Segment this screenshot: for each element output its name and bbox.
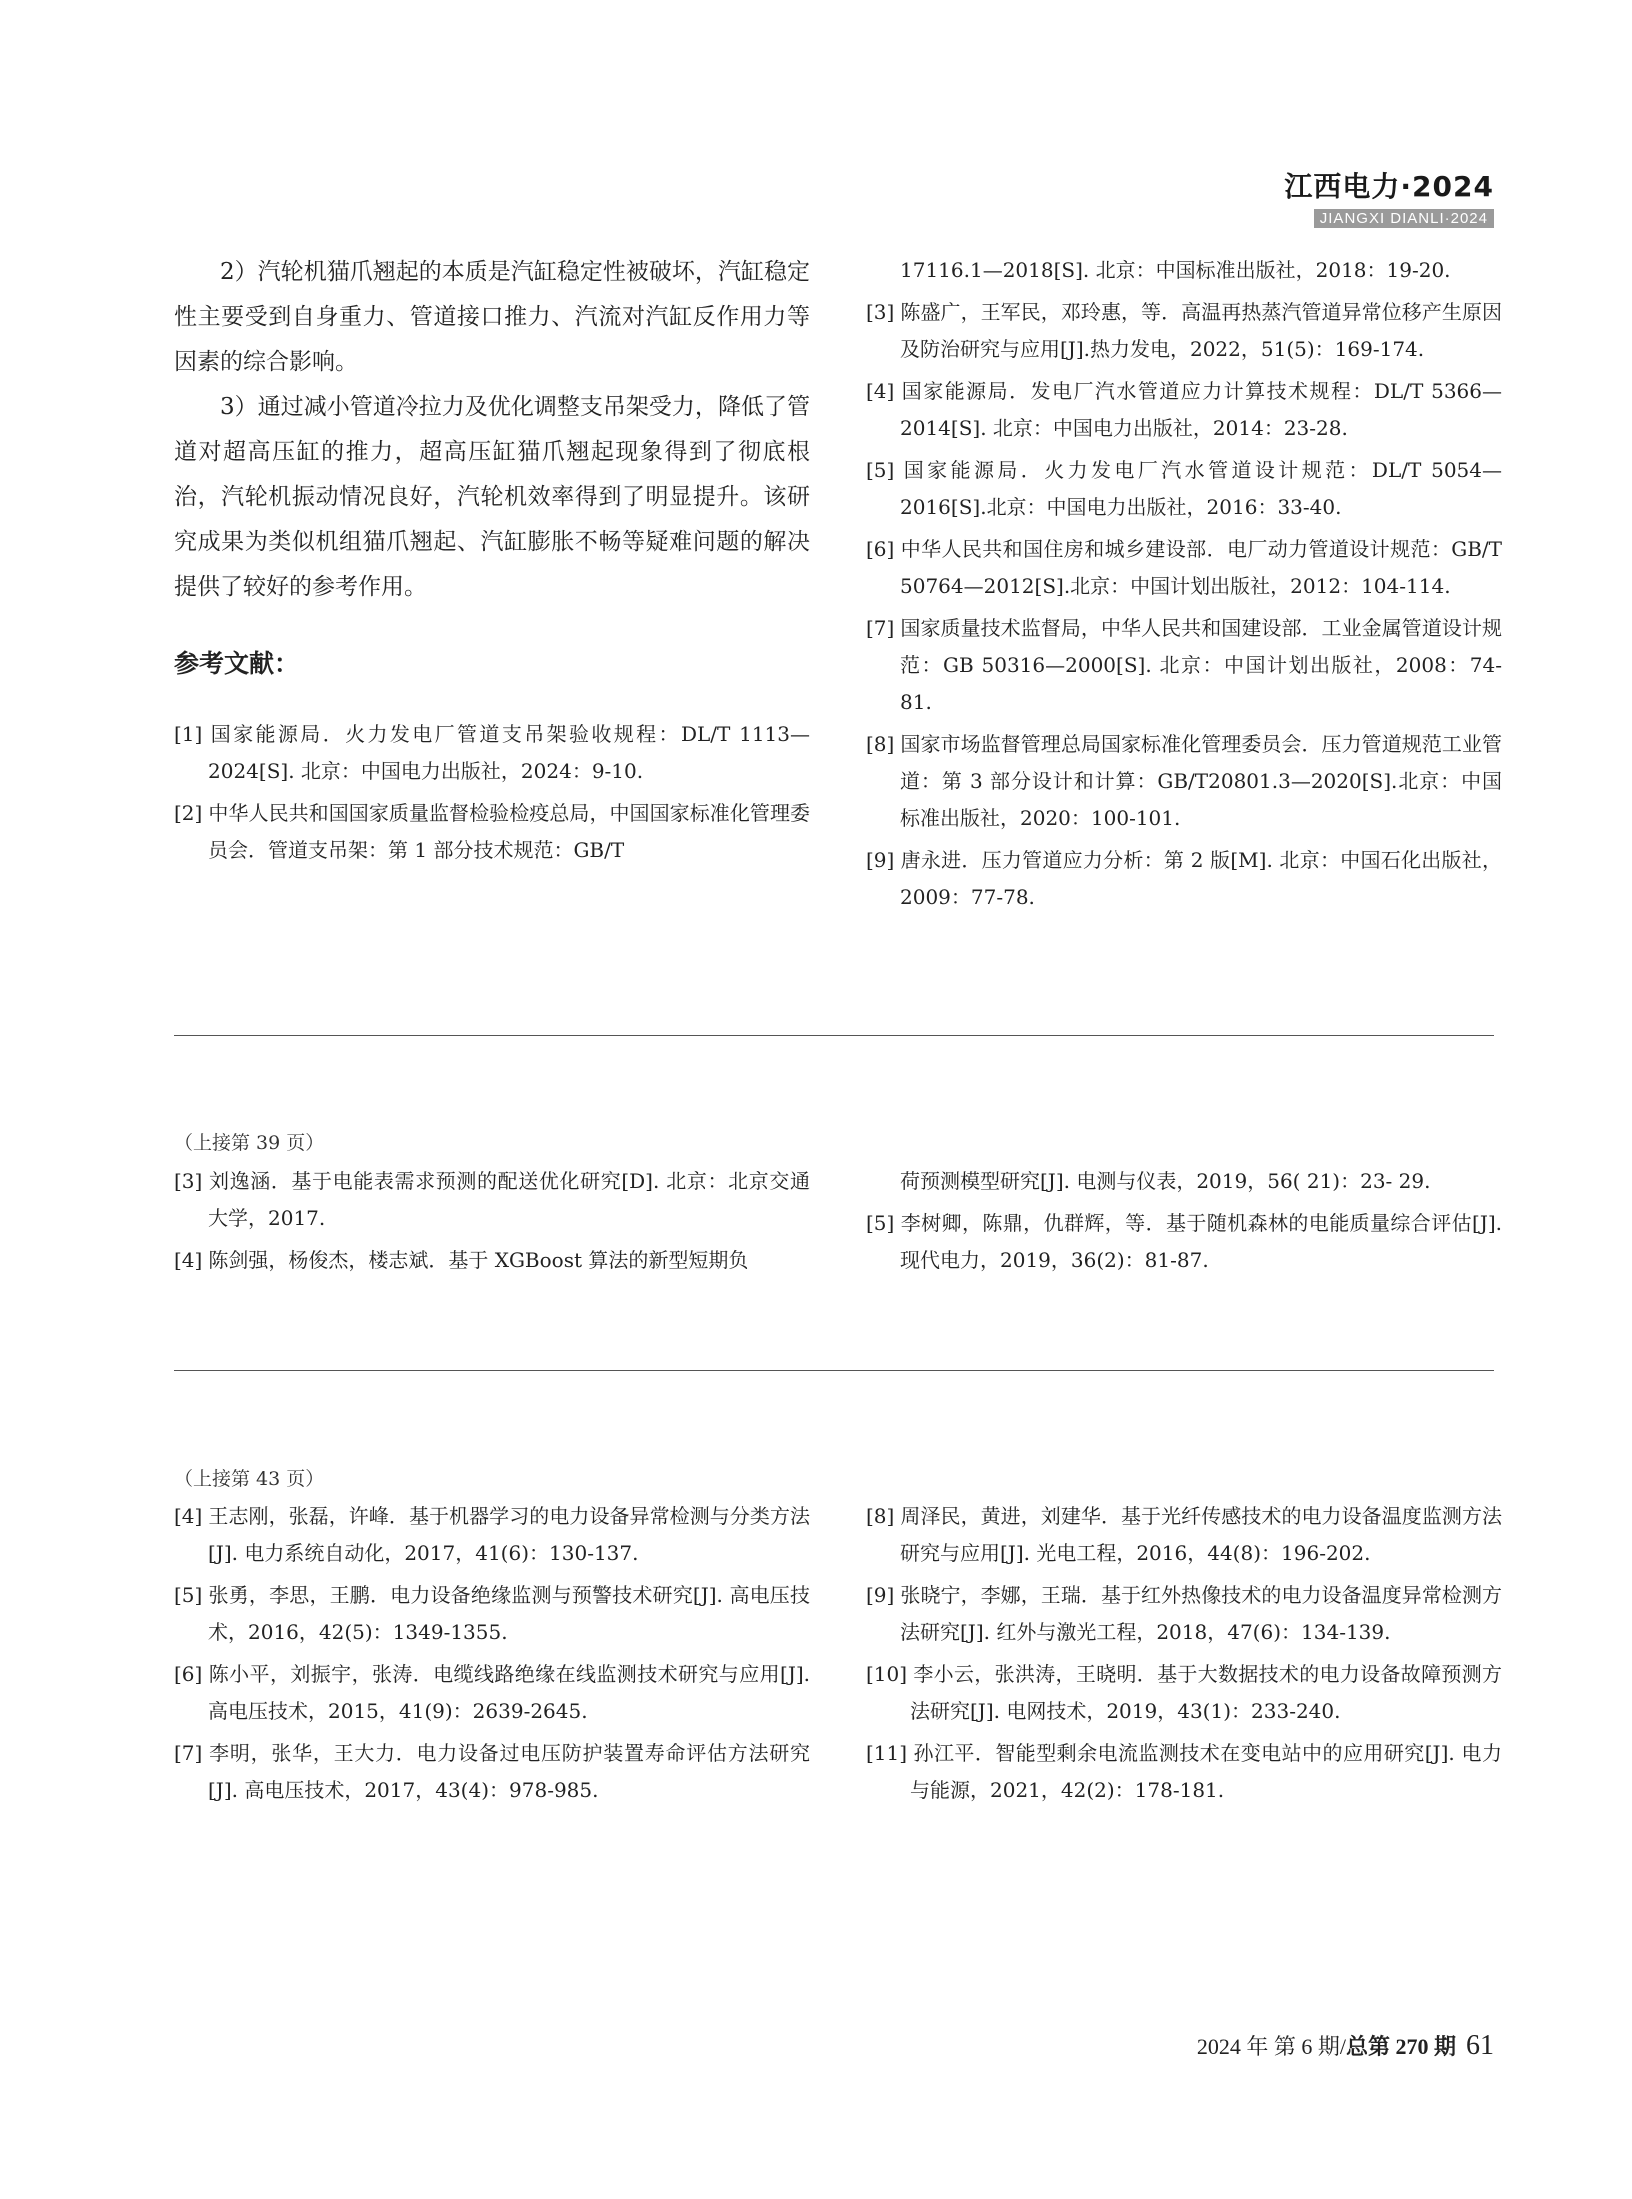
reference-item: [7] 李明，张华，王大力．电力设备过电压防护装置寿命评估方法研究[J]. 高电压技术，2017，43(4)：978-985. — [174, 1741, 810, 1802]
reference-item: [11] 孙江平．智能型剩余电流监测技术在变电站中的应用研究[J]. 电力与能源，2021，42(2)：178-181. — [866, 1741, 1502, 1802]
issue-total: 总第 270 期 — [1345, 2034, 1456, 2059]
main-left-column — [174, 250, 810, 874]
reference-item: [7] 国家质量技术监督局，中华人民共和国建设部．工业金属管道设计规范：GB 50316—2000[S]. 北京：中国计划出版社，2008：74-81. — [866, 616, 1502, 714]
reference-item: [10] 李小云，张洪涛，王晓明．基于大数据技术的电力设备故障预测方法研究[J]. 电网技术，2019，43(1)：233-240. — [866, 1662, 1502, 1723]
conclusion-point-2: 2）汽轮机猫爪翘起的本质是汽缸稳定性被破坏，汽缸稳定性主要受到自身重力、管道接口推力、汽流对汽缸反作用力等因素的综合影响。 — [174, 259, 810, 375]
reference-item: [1] 国家能源局．火力发电厂管道支吊架验收规程：DL/T 1113—2024[S]. 北京：中国电力出版社，2024：9-10. — [174, 722, 810, 783]
main-right-column — [866, 252, 1502, 921]
journal-subtitle: JIANGXI DIANLI·2024 — [1314, 209, 1494, 228]
issue-info: 2024 年 第 6 期/ — [1196, 2034, 1346, 2059]
cont39-reference-list-right — [866, 1205, 1502, 1279]
reference-item: [5] 李树卿，陈鼎，仇群辉，等．基于随机森林的电能质量综合评估[J]. 现代电力，2019，36(2)：81-87. — [866, 1211, 1502, 1272]
continuation-note-43: （上接第 43 页） — [174, 1468, 325, 1490]
reference-item: [6] 陈小平，刘振宇，张涛．电缆线路绝缘在线监测技术研究与应用[J]. 高电压技术，2015，41(9)：2639-2645. — [174, 1662, 810, 1723]
reference-continuation: 荷预测模型研究[J]. 电测与仪表，2019，56( 21)：23- 29. — [900, 1169, 1431, 1193]
reference-item: [5] 张勇，李思，王鹏．电力设备绝缘监测与预警技术研究[J]. 高电压技术，2016，42(5)：1349-1355. — [174, 1583, 810, 1644]
cont43-reference-list-left — [174, 1498, 810, 1809]
reference-item: [9] 张晓宁，李娜，王瑞．基于红外热像技术的电力设备温度异常检测方法研究[J]. 红外与激光工程，2018，47(6)：134-139. — [866, 1583, 1502, 1644]
continuation-note-39: （上接第 39 页） — [174, 1132, 325, 1154]
cont43-reference-list-right — [866, 1498, 1502, 1809]
reference-item: [2] 中华人民共和国国家质量监督检验检疫总局，中国国家标准化管理委员会．管道支吊架：第 1 部分技术规范：GB/T — [174, 801, 810, 862]
reference-item: [9] 唐永进．压力管道应力分析：第 2 版[M]. 北京：中国石化出版社，2009：77-78. — [866, 848, 1502, 909]
reference-item: [4] 国家能源局．发电厂汽水管道应力计算技术规程：DL/T 5366—2014[S]. 北京：中国电力出版社，2014：23-28. — [866, 379, 1502, 440]
section-divider — [174, 1370, 1494, 1371]
reference-item: [5] 国家能源局．火力发电厂汽水管道设计规范：DL/T 5054—2016[S].北京：中国电力出版社，2016：33-40. — [866, 458, 1502, 519]
reference-item: [3] 陈盛广，王军民，邓玲惠，等．高温再热蒸汽管道异常位移产生原因及防治研究与应用[J].热力发电，2022，51(5)：169-174. — [866, 300, 1502, 361]
reference-continuation: 17116.1—2018[S]. 北京：中国标准出版社，2018：19-20. — [900, 258, 1451, 282]
section-divider — [174, 1035, 1494, 1036]
reference-item: [8] 国家市场监督管理总局国家标准化管理委员会．压力管道规范工业管道：第 3 部分设计和计算：GB/T20801.3—2020[S].北京：中国标准出版社，2020：100-101. — [866, 732, 1502, 830]
reference-item: [4] 陈剑强，杨俊杰，楼志斌．基于 XGBoost 算法的新型短期负 — [174, 1248, 749, 1272]
conclusion-point-3: 3）通过减小管道冷拉力及优化调整支吊架受力，降低了管道对超高压缸的推力，超高压缸猫爪翘起现象得到了彻底根治，汽轮机振动情况良好，汽轮机效率得到了明显提升。该研究成果为类似机组猫爪翘起、汽缸膨胀不畅等疑难问题的解决提供了较好的参考作用。 — [174, 394, 810, 600]
reference-list-right — [866, 294, 1502, 916]
page-footer — [1197, 2030, 1494, 2062]
journal-header — [1174, 165, 1494, 228]
cont43-left-column — [174, 1498, 810, 1814]
cont39-reference-list-left — [174, 1163, 810, 1279]
reference-item: [8] 周泽民，黄进，刘建华．基于光纤传感技术的电力设备温度监测方法研究与应用[J]. 光电工程，2016，44(8)：196-202. — [866, 1504, 1502, 1565]
reference-item: [6] 中华人民共和国住房和城乡建设部．电厂动力管道设计规范：GB/T 50764—2012[S].北京：中国计划出版社，2012：104-114. — [866, 537, 1502, 598]
cont39-right-column — [866, 1163, 1502, 1284]
reference-list-left — [174, 716, 810, 869]
cont39-left-column — [174, 1163, 810, 1284]
journal-title: 江西电力·2024 — [1284, 170, 1494, 203]
page-number: 61 — [1466, 2030, 1494, 2061]
references-heading: 参考文献： — [174, 649, 300, 678]
cont43-right-column — [866, 1498, 1502, 1814]
reference-item: [4] 王志刚，张磊，许峰．基于机器学习的电力设备异常检测与分类方法[J]. 电力系统自动化，2017，41(6)：130-137. — [174, 1504, 810, 1565]
reference-item: [3] 刘逸涵．基于电能表需求预测的配送优化研究[D]. 北京：北京交通大学，2017. — [174, 1169, 810, 1230]
